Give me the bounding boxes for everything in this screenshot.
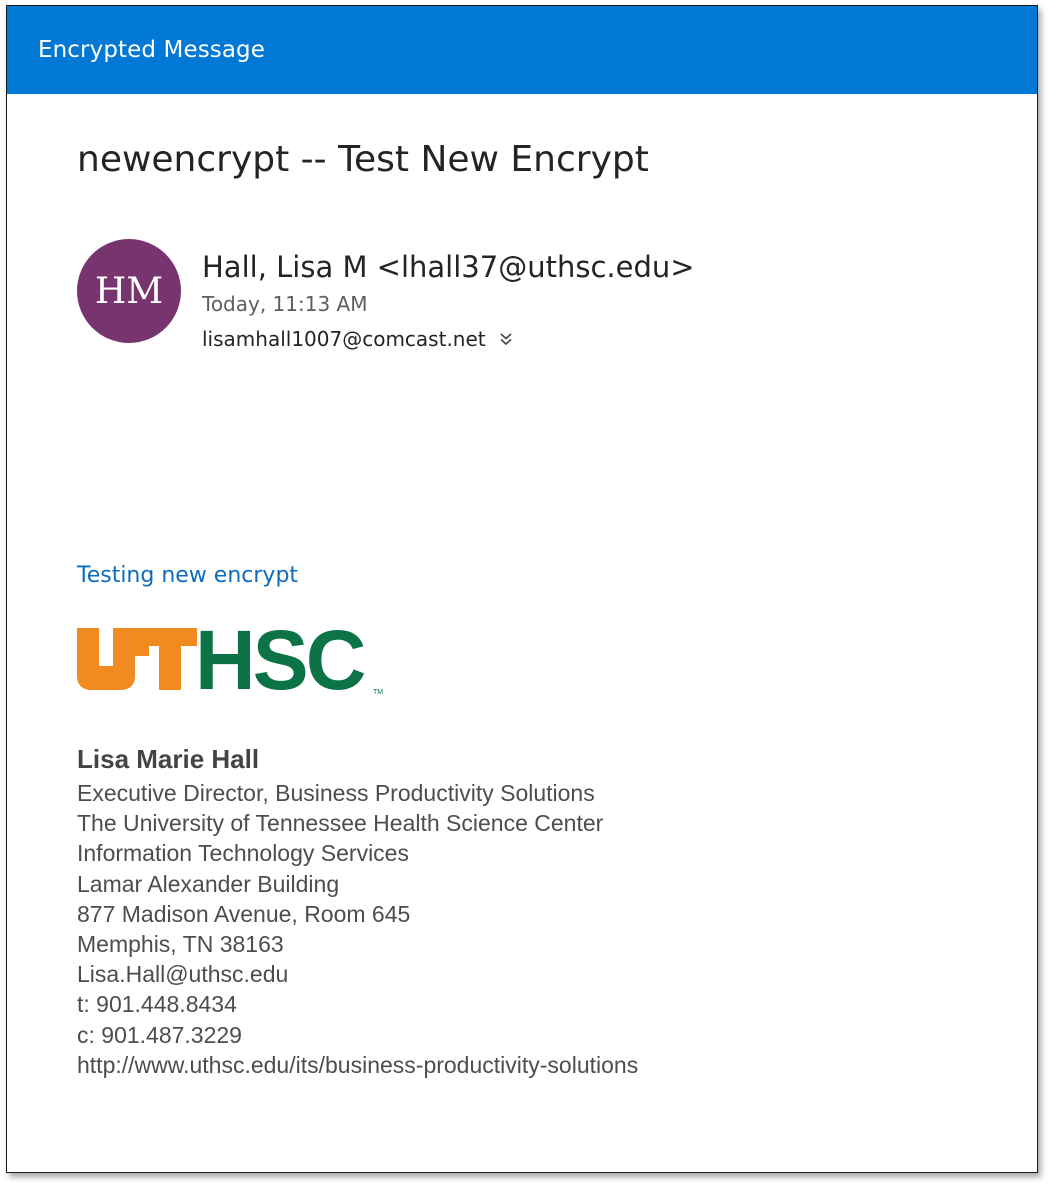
signature-institution: The University of Tennessee Health Science Center [77,810,604,837]
message-subject: newencrypt -- Test New Encrypt [77,139,649,180]
message-body: Testing new encrypt [77,563,299,588]
signature-cell: c: 901.487.3229 [77,1021,242,1048]
sender-name[interactable]: Hall, Lisa M <lhall37@uthsc.edu> [202,250,695,284]
sender-info [202,239,695,351]
signature-department: Information Technology Services [77,840,409,867]
logo-hsc-text: HSC [195,622,364,696]
chevron-double-down-icon[interactable] [498,331,514,347]
signature-title: Executive Director, Business Productivity Solutions [77,780,595,806]
signature-street: 877 Madison Avenue, Room 645 [77,900,411,927]
logo-tm: TM [373,689,384,696]
sent-time: Today, 11:13 AM [202,292,368,316]
uthsc-logo [77,622,397,696]
message-content [7,138,1037,1080]
encrypted-message-window [6,5,1038,1173]
sender-block [77,239,1037,351]
signature-building: Lamar Alexander Building [77,870,340,897]
signature-name: Lisa Marie Hall [77,744,260,774]
signature-email[interactable]: Lisa.Hall@uthsc.edu [77,961,289,988]
header-bar [7,6,1037,94]
header-title: Encrypted Message [38,37,266,63]
signature-website[interactable]: http://www.uthsc.edu/its/business-productivity-solutions [77,1051,639,1078]
signature-phone: t: 901.448.8434 [77,991,237,1018]
recipient-address[interactable]: lisamhall1007@comcast.net [202,327,486,351]
logo-ut-mark [77,628,135,690]
signature-lines [77,778,1037,1080]
signature-city: Memphis, TN 38163 [77,931,284,958]
recipient-row [202,327,695,351]
avatar[interactable]: HM [77,239,181,343]
